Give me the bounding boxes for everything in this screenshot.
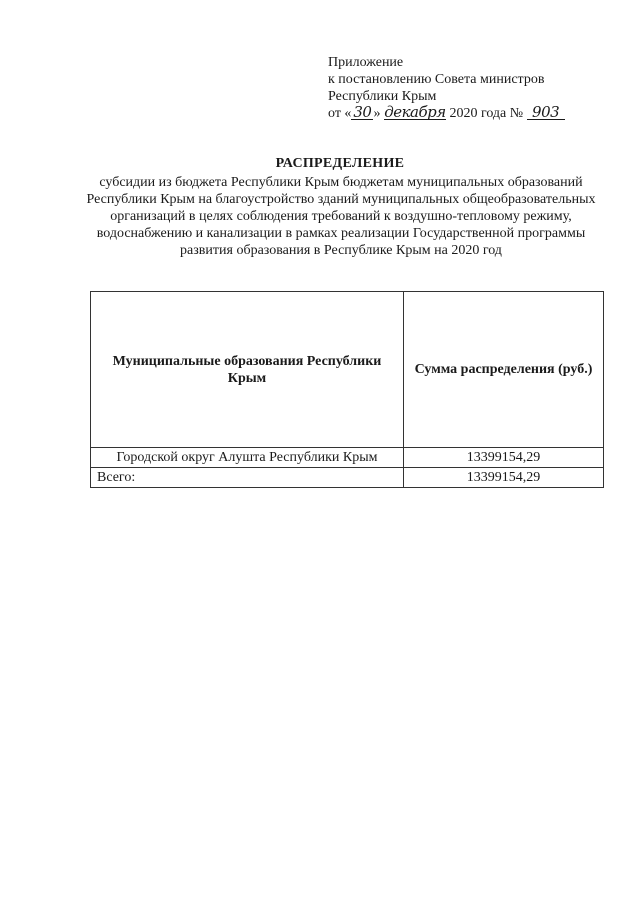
distribution-table xyxy=(90,291,604,488)
total-label: Всего: xyxy=(91,468,404,488)
date-day: 30 xyxy=(353,103,372,121)
date-prefix: от « xyxy=(328,106,352,121)
document-subtitle: субсидии из бюджета Республики Крым бюджетам муниципальных образований Республики Крым на благоустройство зданий муниципальных общеобразовательных организаций в целях соблюдения требований к воздушно-тепловому режиму, водоснабжению и канализации в рамках реализации Государственной программы развития образования в Республике Крым на 2020 год xyxy=(86,175,596,258)
date-year: 2020 года № xyxy=(449,106,524,121)
header-municipality: Муниципальные образования Республики Крым xyxy=(91,292,404,448)
appendix-title: Приложение xyxy=(328,55,404,70)
row-amount: 13399154,29 xyxy=(404,448,604,468)
appendix-date-line xyxy=(328,105,565,122)
date-mid: » xyxy=(373,106,381,121)
appendix-block xyxy=(328,54,565,122)
total-amount: 13399154,29 xyxy=(404,468,604,488)
date-month: декабря xyxy=(384,103,446,121)
document-title: РАСПРЕДЕЛЕНИЕ xyxy=(275,156,405,171)
table-row xyxy=(91,448,604,468)
row-municipality: Городской округ Алушта Республики Крым xyxy=(91,448,404,468)
appendix-resolution: к постановлению Совета министров xyxy=(328,72,545,87)
document-number: 903 xyxy=(527,105,565,120)
table-total-row xyxy=(91,468,604,488)
table-header-row xyxy=(91,292,604,448)
header-amount: Сумма распределения (руб.) xyxy=(404,292,604,448)
appendix-republic: Республики Крым xyxy=(328,89,437,104)
